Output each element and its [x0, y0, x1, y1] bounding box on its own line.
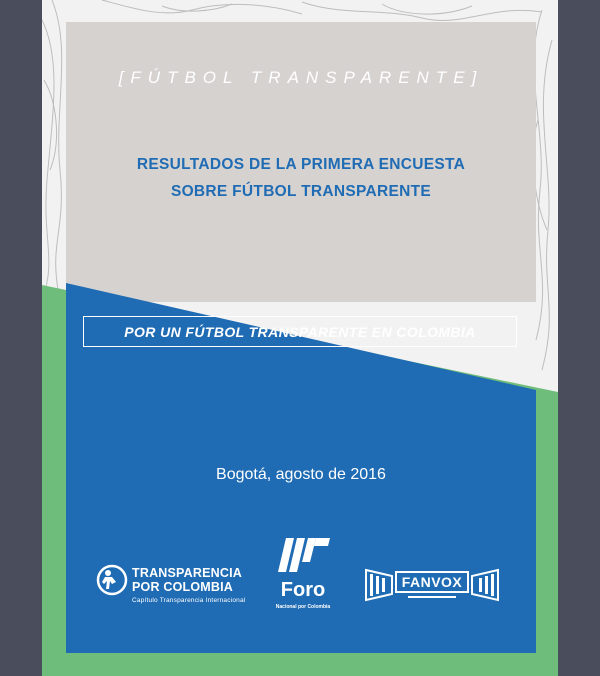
transparencia-line-3: Capítulo Transparencia Internacional — [132, 597, 246, 604]
series-brand-line: [FÚTBOL TRANSPARENTE] — [118, 68, 484, 87]
transparencia-person-icon — [96, 564, 128, 596]
title-line-1: RESULTADOS DE LA PRIMERA ENCUESTA — [136, 156, 466, 173]
transparencia-line-1: TRANSPARENCIA — [132, 566, 243, 580]
cover-page — [42, 0, 558, 676]
foro-subtitle: Nacional por Colombia — [275, 604, 331, 610]
fanvox-name: FANVOX — [395, 571, 469, 593]
document-title — [66, 151, 536, 205]
slogan-box: POR UN FÚTBOL TRANSPARENTE EN COLOMBIA — [83, 316, 517, 347]
title-line-2: SOBRE FÚTBOL TRANSPARENTE — [170, 183, 432, 200]
foro-nacional-logo — [268, 536, 348, 616]
fanvox-logo — [362, 566, 502, 606]
transparencia-por-colombia-logo — [96, 562, 246, 612]
place-and-date: Bogotá, agosto de 2016 — [216, 466, 386, 483]
transparencia-line-2: POR COLOMBIA — [132, 580, 234, 594]
foro-name: Foro — [280, 579, 326, 601]
foro-stripes-icon — [272, 536, 332, 574]
